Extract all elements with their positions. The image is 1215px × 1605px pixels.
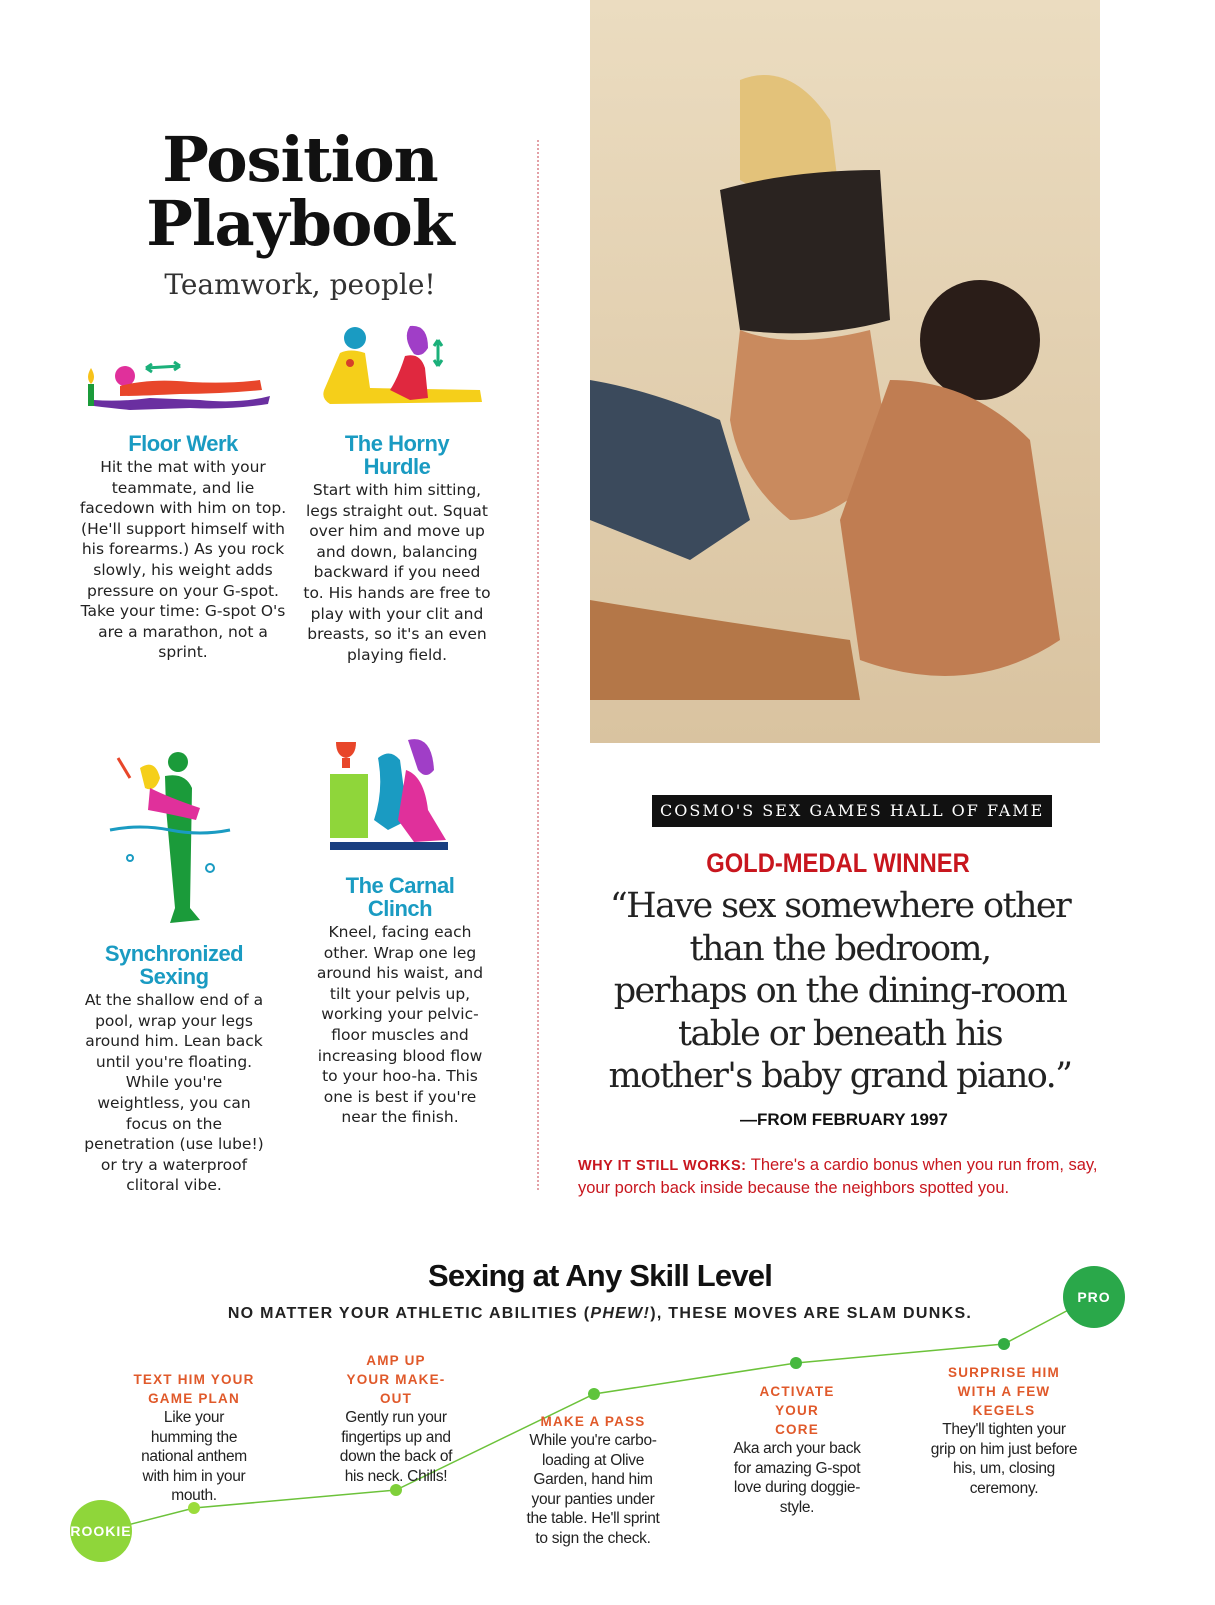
- title-line-1: Position: [162, 123, 438, 196]
- award-heading: GOLD-MEDAL WINNER: [706, 848, 970, 878]
- position-synchronized-sexing: [84, 942, 264, 1196]
- position-description: Kneel, facing each other. Wrap one leg around his waist, and tilt your pelvis up, working your pelvic-floor muscles and increasing blood flow to your hoo-ha. This one is best if you're near the finish.: [316, 923, 484, 1127]
- quote-line: “Have sex somewhere other: [609, 886, 1071, 926]
- step-heading: AMP UP YOUR MAKE-OUT: [346, 1353, 446, 1406]
- page-subtitle: Teamwork, people!: [164, 268, 436, 301]
- skill-step-1: [132, 1370, 256, 1506]
- skill-level-title: Sexing at Any Skill Level: [427, 1258, 773, 1293]
- position-description: Start with him sitting, legs straight out. Squat over him and move up and down, balancing backward if you need to. His hands are free to play with your clit and breasts, so it's an even playing field.: [303, 481, 491, 664]
- step-body: They'll tighten your grip on him just before his, um, closing ceremony.: [930, 1421, 1078, 1497]
- hall-of-fame-banner: COSMO'S SEX GAMES HALL OF FAME: [652, 795, 1052, 827]
- why-text: There's a cardio bonus when you run from, say, your porch back inside because the neighbors spotted you.: [578, 1156, 1098, 1197]
- pro-badge: PRO: [1063, 1266, 1125, 1328]
- skill-step-3: [525, 1412, 661, 1548]
- rookie-badge: ROOKIE: [70, 1500, 132, 1562]
- step-heading: SURPRISE HIM WITH A FEW KEGELS: [948, 1365, 1060, 1418]
- skill-level-subtitle: NO MATTER YOUR ATHLETIC ABILITIES (PHEW!), THESE MOVES ARE SLAM DUNKS.: [227, 1305, 973, 1322]
- step-body: Aka arch your back for amazing G-spot love during doggie-style.: [733, 1440, 861, 1516]
- step-marker-3: [588, 1388, 600, 1400]
- quote-attribution: —FROM FEBRUARY 1997: [740, 1110, 948, 1129]
- position-horny-hurdle: [302, 432, 492, 665]
- step-heading: ACTIVATE YOUR CORE: [759, 1384, 835, 1437]
- position-floor-werk: [78, 432, 288, 663]
- floor-werk-illustration: [80, 348, 280, 418]
- position-carnal-clinch: [310, 874, 490, 1128]
- position-description: Hit the mat with your teammate, and lie facedown with him on top. (He'll support himself with his forearms.) As you rock slowly, his weight adds pressure on your G-spot. Take your time: G-spot O's are a marathon, not a sprint.: [79, 458, 287, 662]
- step-body: Like your humming the national anthem with him in your mouth.: [141, 1409, 247, 1504]
- page-title: [110, 123, 490, 260]
- position-title: Synchronized Sexing: [104, 941, 244, 989]
- step-body: While you're carbo-loading at Olive Garden, hand him your panties under the table. He'll sprint to sign the check.: [526, 1432, 660, 1547]
- step-marker-4: [790, 1357, 802, 1369]
- position-description: At the shallow end of a pool, wrap your legs around him. Lean back until you're floating. While you're weightless, you can focus on the penetration (use lube!) or try a waterproof clitoral vibe.: [84, 991, 264, 1195]
- skill-step-4: [728, 1382, 866, 1517]
- skill-step-2: [330, 1351, 462, 1486]
- title-line-2: Playbook: [146, 187, 454, 260]
- quote-line: than the bedroom,: [689, 928, 991, 969]
- beach-couple-photo: [590, 0, 1100, 743]
- skill-step-5: [930, 1363, 1078, 1498]
- quote-line: table or beneath his: [678, 1013, 1002, 1054]
- step-marker-5: [998, 1338, 1010, 1350]
- hall-of-fame-quote: [590, 885, 1090, 1098]
- quote-line: mother's baby grand piano.”: [608, 1056, 1072, 1096]
- synchronized-sexing-illustration: [100, 748, 240, 928]
- position-title: The Carnal Clinch: [345, 873, 455, 921]
- step-heading: MAKE A PASS: [540, 1414, 646, 1429]
- why-label: WHY IT STILL WORKS:: [578, 1158, 747, 1174]
- step-body: Gently run your fingertips up and down the back of his neck. Chills!: [339, 1409, 453, 1485]
- horny-hurdle-illustration: [310, 318, 490, 418]
- carnal-clinch-illustration: [328, 730, 468, 860]
- position-title: Floor Werk: [128, 431, 238, 456]
- column-divider: [537, 140, 539, 1190]
- quote-line: perhaps on the dining-room: [613, 971, 1067, 1011]
- position-title: The Horny Hurdle: [344, 431, 450, 479]
- step-heading: TEXT HIM YOUR GAME PLAN: [133, 1372, 255, 1406]
- why-it-still-works: [578, 1154, 1098, 1199]
